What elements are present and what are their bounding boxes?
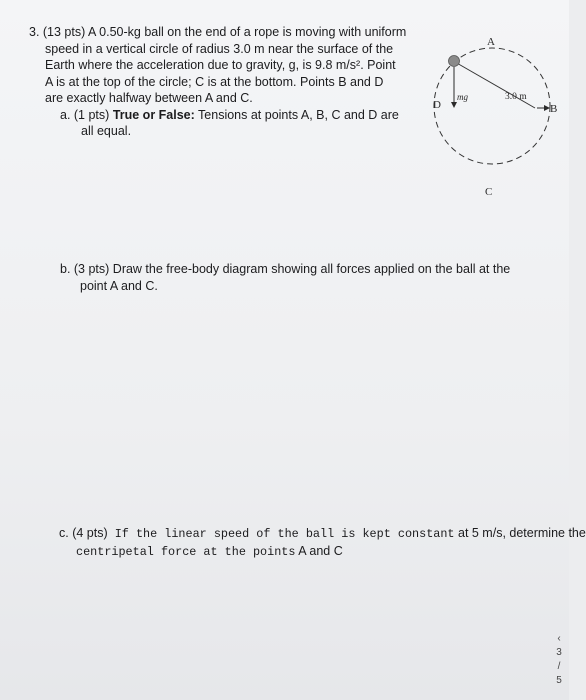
ball-icon xyxy=(449,56,460,67)
current-page: 3 xyxy=(556,647,562,658)
label-c: C xyxy=(485,186,493,198)
question-line-4: A is at the top of the circle; C is at the bottom. Points B and D xyxy=(45,74,384,89)
part-c-line-2 xyxy=(59,543,586,561)
part-a-line-2: all equal. xyxy=(81,124,132,138)
part-c-line-1 xyxy=(59,525,586,543)
part-c-line-2-a: centripetal force at the points xyxy=(76,544,296,559)
part-a-line-1 xyxy=(29,107,429,124)
label-d: D xyxy=(433,99,441,111)
part-c-line-2-b: A and C xyxy=(295,543,343,558)
question-3-text xyxy=(29,24,429,140)
part-a-label: a. (1 pts) xyxy=(60,107,110,122)
part-a-rest: Tensions at points A, B, C and D are xyxy=(194,107,399,122)
part-b-line-2: point A and C. xyxy=(80,278,158,293)
question-line-2: speed in a vertical circle of radius 3.0 m near the surface of the xyxy=(45,41,394,56)
weight-label: mg xyxy=(457,92,468,102)
total-pages: 5 xyxy=(556,675,562,686)
label-b: B xyxy=(550,103,558,115)
part-b-text xyxy=(60,261,510,294)
part-a-true-false: True or False: xyxy=(112,107,195,122)
page-indicator[interactable] xyxy=(553,632,565,688)
page-separator: / xyxy=(557,661,561,672)
question-line-1: 3. (13 pts) A 0.50-kg ball on the end of a rope is moving with uniform xyxy=(29,25,407,39)
chevron-up-icon[interactable]: ‹ xyxy=(557,633,561,644)
vertical-circle-diagram xyxy=(425,28,565,208)
part-c-label: c. (4 pts) xyxy=(59,526,108,540)
question-line-5: are exactly halfway between A and C. xyxy=(45,91,253,105)
part-c-text xyxy=(59,525,586,560)
question-line-3: Earth where the acceleration due to gravity, g, is 9.8 m/s². Point xyxy=(45,58,396,72)
radius-label: 3.0 m xyxy=(505,92,527,102)
part-b-line-1: b. (3 pts) Draw the free-body diagram showing all forces applied on the ball at the xyxy=(60,262,511,276)
gravity-arrowhead xyxy=(451,102,457,108)
part-c-line-1-c: at 5 m/s, determine the xyxy=(454,526,586,540)
part-c-line-1-b: If the linear speed of the ball is kept constant xyxy=(107,527,455,541)
label-a: A xyxy=(487,36,495,48)
